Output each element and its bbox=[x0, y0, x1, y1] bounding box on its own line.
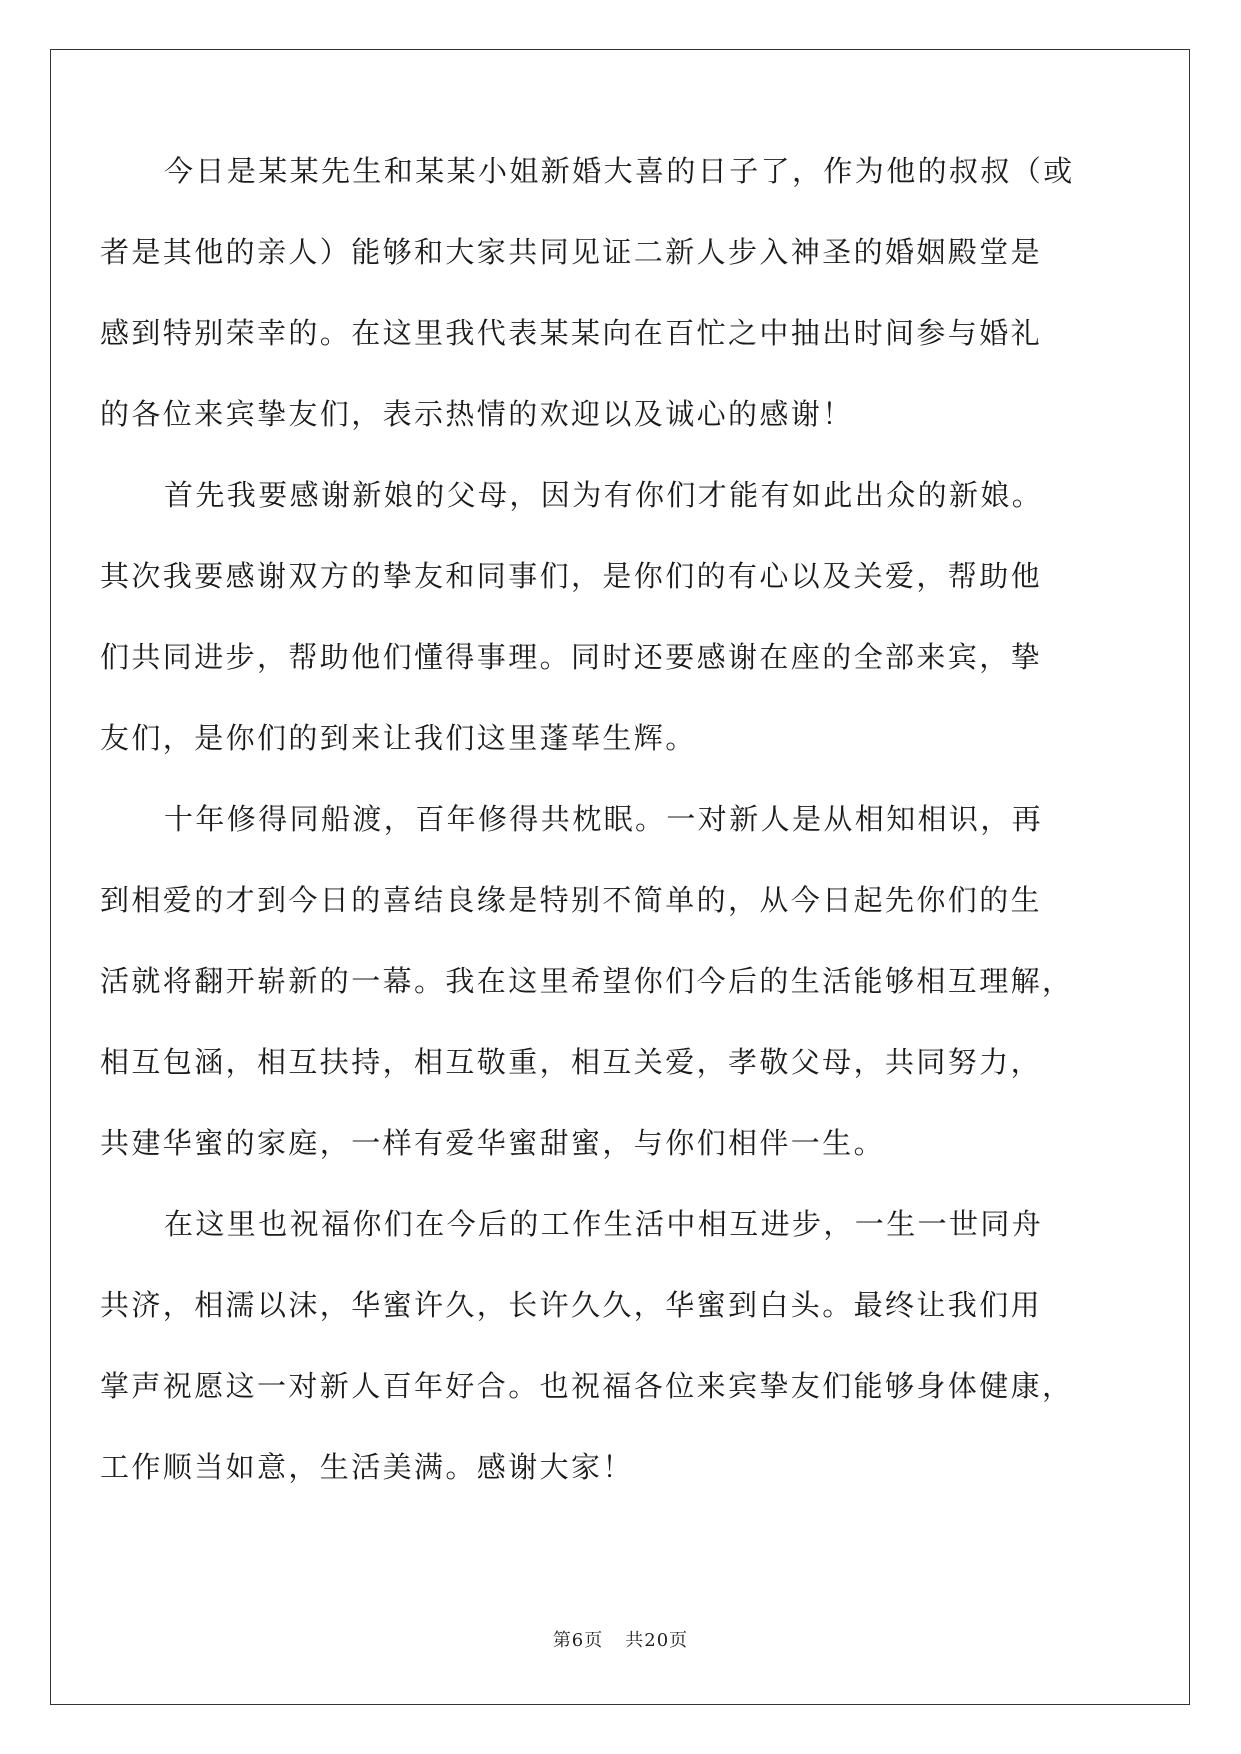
paragraph-line: 掌声祝愿这一对新人百年好合。也祝福各位来宾挚友们能够身体健康， bbox=[100, 1369, 1074, 1403]
paragraph-1 bbox=[100, 131, 1075, 455]
page-footer bbox=[0, 1626, 1241, 1652]
paragraph-line: 共济，相濡以沫，华蜜许久，长许久久，华蜜到白头。最终让我们用 bbox=[100, 1288, 1043, 1322]
paragraph-line: 共建华蜜的家庭，一样有爱华蜜甜蜜，与你们相伴一生。 bbox=[100, 1126, 886, 1160]
page-total: 共20页 bbox=[625, 1630, 689, 1651]
paragraph-4 bbox=[100, 1184, 1073, 1508]
paragraph-line: 活就将翻开崭新的一幕。我在这里希望你们今后的生活能够相互理解， bbox=[100, 964, 1074, 998]
paragraph-3 bbox=[100, 779, 1073, 1184]
paragraph-line: 感到特别荣幸的。在这里我代表某某向在百忙之中抽出时间参与婚礼 bbox=[100, 316, 1043, 350]
paragraph-line: 十年修得同船渡，百年修得共枕眠。一对新人是从相知相识，再 bbox=[164, 802, 1044, 836]
paragraph-line: 相互包涵，相互扶持，相互敬重，相互关爱，孝敬父母，共同努力， bbox=[100, 1045, 1043, 1079]
paragraph-line: 今日是某某先生和某某小姐新婚大喜的日子了，作为他的叔叔（或 bbox=[164, 154, 1075, 188]
paragraph-line: 的各位来宾挚友们，表示热情的欢迎以及诚心的感谢！ bbox=[100, 397, 854, 431]
paragraph-line: 们共同进步，帮助他们懂得事理。同时还要感谢在座的全部来宾，挚 bbox=[100, 640, 1043, 674]
paragraph-line: 友们，是你们的到来让我们这里蓬荜生辉。 bbox=[100, 721, 697, 755]
paragraph-line: 在这里也祝福你们在今后的工作生活中相互进步，一生一世同舟 bbox=[164, 1207, 1044, 1241]
paragraph-2 bbox=[100, 455, 1043, 779]
page-number: 第6页 bbox=[552, 1630, 604, 1651]
paragraph-line: 其次我要感谢双方的挚友和同事们，是你们的有心以及关爱，帮助他 bbox=[100, 559, 1043, 593]
paragraph-line: 工作顺当如意，生活美满。感谢大家！ bbox=[100, 1450, 634, 1484]
paragraph-line: 首先我要感谢新娘的父母，因为有你们才能有如此出众的新娘。 bbox=[164, 478, 1044, 512]
paragraph-line: 者是其他的亲人）能够和大家共同见证二新人步入神圣的婚姻殿堂是 bbox=[100, 235, 1043, 269]
paragraph-line: 到相爱的才到今日的喜结良缘是特别不简单的，从今日起先你们的生 bbox=[100, 883, 1043, 917]
